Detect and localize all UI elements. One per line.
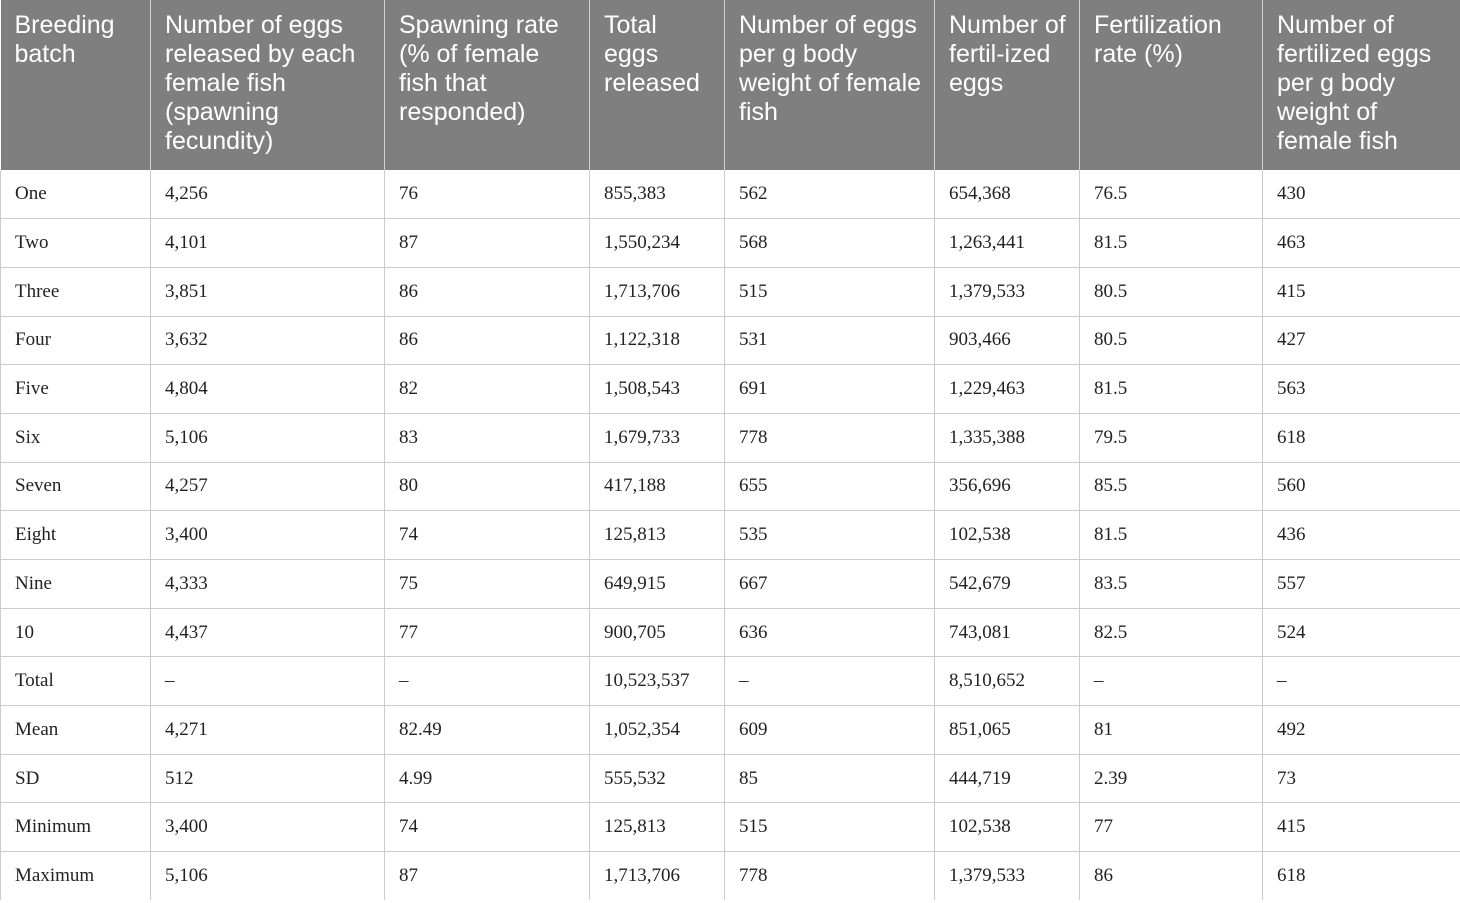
cell-fertilized-eggs-per-g: 618	[1263, 413, 1460, 462]
header-total-eggs: Total eggs released	[590, 0, 725, 170]
cell-breeding-batch: Six	[1, 413, 151, 462]
cell-fertilization-rate: 2.39	[1080, 754, 1263, 803]
header-eggs-per-g: Number of eggs per g body weight of female fish	[725, 0, 935, 170]
cell-fertilized-eggs-per-g: 557	[1263, 560, 1460, 609]
header-spawning-rate: Spawning rate (% of female fish that responded)	[385, 0, 590, 170]
cell-spawning-rate: 80	[385, 462, 590, 511]
cell-fertilization-rate: –	[1080, 657, 1263, 706]
cell-total-eggs: 10,523,537	[590, 657, 725, 706]
cell-fertilized-eggs-per-g: 524	[1263, 608, 1460, 657]
table-row	[1, 511, 1460, 560]
cell-breeding-batch: Seven	[1, 462, 151, 511]
cell-breeding-batch: Mean	[1, 706, 151, 755]
cell-fertilized-eggs: 903,466	[935, 316, 1080, 365]
cell-spawning-fecundity: 3,400	[151, 511, 385, 560]
cell-breeding-batch: Two	[1, 219, 151, 268]
cell-eggs-per-g: 778	[725, 413, 935, 462]
table-row	[1, 219, 1460, 268]
cell-eggs-per-g: 568	[725, 219, 935, 268]
header-fertilization-rate: Fertilization rate (%)	[1080, 0, 1263, 170]
cell-spawning-rate: 77	[385, 608, 590, 657]
cell-fertilized-eggs-per-g: 463	[1263, 219, 1460, 268]
cell-fertilized-eggs-per-g: –	[1263, 657, 1460, 706]
table-row	[1, 267, 1460, 316]
table-row	[1, 852, 1460, 901]
cell-fertilized-eggs: 444,719	[935, 754, 1080, 803]
cell-breeding-batch: Five	[1, 365, 151, 414]
cell-fertilization-rate: 81.5	[1080, 219, 1263, 268]
cell-spawning-fecundity: 512	[151, 754, 385, 803]
cell-breeding-batch: Four	[1, 316, 151, 365]
table-row	[1, 365, 1460, 414]
table-row	[1, 706, 1460, 755]
cell-eggs-per-g: 515	[725, 267, 935, 316]
table-body	[1, 170, 1460, 900]
cell-eggs-per-g: 778	[725, 852, 935, 901]
cell-fertilized-eggs-per-g: 563	[1263, 365, 1460, 414]
cell-spawning-rate: 86	[385, 267, 590, 316]
cell-fertilization-rate: 82.5	[1080, 608, 1263, 657]
table-row	[1, 754, 1460, 803]
cell-eggs-per-g: 667	[725, 560, 935, 609]
cell-fertilized-eggs: 1,263,441	[935, 219, 1080, 268]
cell-spawning-fecundity: 4,804	[151, 365, 385, 414]
cell-total-eggs: 125,813	[590, 511, 725, 560]
cell-fertilized-eggs: 102,538	[935, 803, 1080, 852]
header-row	[1, 0, 1460, 170]
cell-fertilized-eggs-per-g: 492	[1263, 706, 1460, 755]
table-row	[1, 608, 1460, 657]
table-row	[1, 170, 1460, 219]
cell-fertilization-rate: 77	[1080, 803, 1263, 852]
cell-total-eggs: 1,052,354	[590, 706, 725, 755]
cell-total-eggs: 1,508,543	[590, 365, 725, 414]
cell-spawning-fecundity: 3,400	[151, 803, 385, 852]
cell-fertilized-eggs-per-g: 430	[1263, 170, 1460, 219]
table-row	[1, 316, 1460, 365]
cell-fertilized-eggs: 654,368	[935, 170, 1080, 219]
cell-total-eggs: 855,383	[590, 170, 725, 219]
header-fertilized-eggs: Number of fertil-ized eggs	[935, 0, 1080, 170]
header-breeding-batch: Breeding batch	[1, 0, 151, 170]
cell-total-eggs: 1,713,706	[590, 267, 725, 316]
cell-total-eggs: 1,122,318	[590, 316, 725, 365]
cell-breeding-batch: One	[1, 170, 151, 219]
cell-fertilized-eggs: 1,379,533	[935, 852, 1080, 901]
cell-eggs-per-g: 515	[725, 803, 935, 852]
cell-fertilized-eggs-per-g: 427	[1263, 316, 1460, 365]
cell-total-eggs: 555,532	[590, 754, 725, 803]
cell-spawning-rate: 86	[385, 316, 590, 365]
cell-eggs-per-g: 691	[725, 365, 935, 414]
cell-fertilization-rate: 80.5	[1080, 267, 1263, 316]
cell-fertilized-eggs-per-g: 415	[1263, 267, 1460, 316]
cell-fertilized-eggs-per-g: 560	[1263, 462, 1460, 511]
cell-fertilized-eggs: 1,229,463	[935, 365, 1080, 414]
cell-fertilized-eggs-per-g: 415	[1263, 803, 1460, 852]
cell-fertilization-rate: 81	[1080, 706, 1263, 755]
cell-fertilized-eggs: 542,679	[935, 560, 1080, 609]
cell-spawning-rate: 74	[385, 803, 590, 852]
cell-fertilization-rate: 85.5	[1080, 462, 1263, 511]
cell-fertilized-eggs-per-g: 436	[1263, 511, 1460, 560]
cell-breeding-batch: Three	[1, 267, 151, 316]
table-row	[1, 462, 1460, 511]
table-header	[1, 0, 1460, 170]
cell-breeding-batch: Nine	[1, 560, 151, 609]
cell-total-eggs: 417,188	[590, 462, 725, 511]
cell-breeding-batch: 10	[1, 608, 151, 657]
cell-spawning-rate: 87	[385, 852, 590, 901]
cell-eggs-per-g: –	[725, 657, 935, 706]
cell-spawning-rate: –	[385, 657, 590, 706]
cell-total-eggs: 1,550,234	[590, 219, 725, 268]
table-row	[1, 413, 1460, 462]
cell-fertilized-eggs: 356,696	[935, 462, 1080, 511]
cell-spawning-rate: 4.99	[385, 754, 590, 803]
table-row	[1, 803, 1460, 852]
cell-spawning-fecundity: 5,106	[151, 852, 385, 901]
cell-total-eggs: 1,713,706	[590, 852, 725, 901]
cell-spawning-fecundity: 4,333	[151, 560, 385, 609]
cell-total-eggs: 1,679,733	[590, 413, 725, 462]
cell-spawning-fecundity: 5,106	[151, 413, 385, 462]
header-fertilized-eggs-per-g: Number of fertilized eggs per g body weight of female fish	[1263, 0, 1460, 170]
cell-breeding-batch: Eight	[1, 511, 151, 560]
cell-eggs-per-g: 535	[725, 511, 935, 560]
cell-fertilization-rate: 81.5	[1080, 511, 1263, 560]
table-row	[1, 560, 1460, 609]
cell-spawning-fecundity: 4,257	[151, 462, 385, 511]
cell-spawning-fecundity: 4,256	[151, 170, 385, 219]
cell-fertilized-eggs: 102,538	[935, 511, 1080, 560]
cell-spawning-rate: 75	[385, 560, 590, 609]
cell-eggs-per-g: 636	[725, 608, 935, 657]
cell-fertilization-rate: 83.5	[1080, 560, 1263, 609]
cell-breeding-batch: SD	[1, 754, 151, 803]
cell-fertilized-eggs: 743,081	[935, 608, 1080, 657]
cell-total-eggs: 900,705	[590, 608, 725, 657]
cell-fertilization-rate: 81.5	[1080, 365, 1263, 414]
cell-breeding-batch: Maximum	[1, 852, 151, 901]
cell-spawning-fecundity: 3,632	[151, 316, 385, 365]
cell-fertilization-rate: 76.5	[1080, 170, 1263, 219]
cell-fertilized-eggs-per-g: 73	[1263, 754, 1460, 803]
cell-spawning-rate: 82.49	[385, 706, 590, 755]
cell-fertilization-rate: 79.5	[1080, 413, 1263, 462]
cell-fertilized-eggs: 1,335,388	[935, 413, 1080, 462]
cell-eggs-per-g: 609	[725, 706, 935, 755]
cell-eggs-per-g: 655	[725, 462, 935, 511]
cell-fertilization-rate: 86	[1080, 852, 1263, 901]
cell-spawning-fecundity: 4,101	[151, 219, 385, 268]
cell-fertilization-rate: 80.5	[1080, 316, 1263, 365]
cell-spawning-fecundity: 4,271	[151, 706, 385, 755]
cell-eggs-per-g: 531	[725, 316, 935, 365]
cell-spawning-rate: 76	[385, 170, 590, 219]
cell-total-eggs: 125,813	[590, 803, 725, 852]
header-spawning-fecundity: Number of eggs released by each female fish (spawning fecundity)	[151, 0, 385, 170]
cell-fertilized-eggs: 8,510,652	[935, 657, 1080, 706]
cell-spawning-rate: 74	[385, 511, 590, 560]
cell-spawning-rate: 83	[385, 413, 590, 462]
cell-fertilized-eggs: 1,379,533	[935, 267, 1080, 316]
cell-eggs-per-g: 85	[725, 754, 935, 803]
cell-breeding-batch: Total	[1, 657, 151, 706]
cell-fertilized-eggs-per-g: 618	[1263, 852, 1460, 901]
cell-spawning-fecundity: –	[151, 657, 385, 706]
cell-spawning-fecundity: 3,851	[151, 267, 385, 316]
cell-fertilized-eggs: 851,065	[935, 706, 1080, 755]
table-row	[1, 657, 1460, 706]
cell-breeding-batch: Minimum	[1, 803, 151, 852]
cell-spawning-rate: 87	[385, 219, 590, 268]
cell-total-eggs: 649,915	[590, 560, 725, 609]
cell-spawning-rate: 82	[385, 365, 590, 414]
cell-spawning-fecundity: 4,437	[151, 608, 385, 657]
cell-eggs-per-g: 562	[725, 170, 935, 219]
